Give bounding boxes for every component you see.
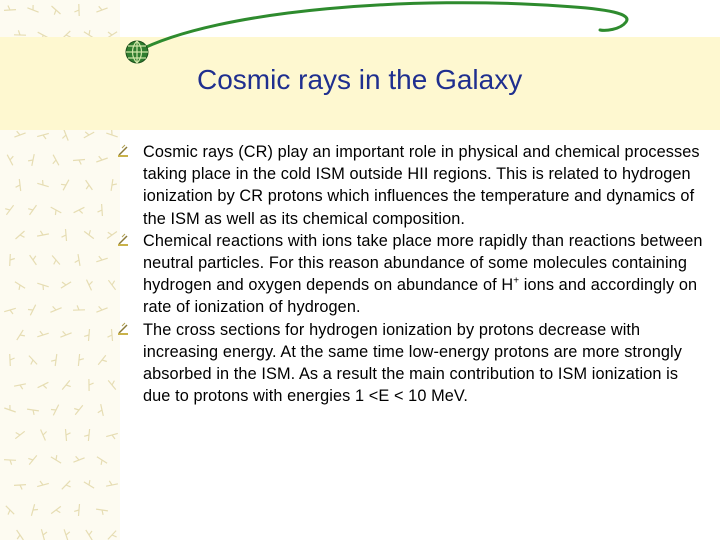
bullet-icon (116, 233, 130, 247)
pattern-mark (7, 155, 13, 166)
pattern-mark (73, 160, 85, 165)
globe-icon (126, 41, 148, 63)
bullet-text: Chemical reactions with ions take place more rapidly than reactions between neutral particles. For this reason abundance of some molecules containing hydrogen and oxygen depends on abundance of H (143, 231, 703, 295)
superscript-plus: + (513, 275, 520, 287)
pattern-mark (10, 254, 15, 266)
pattern-mark (96, 156, 107, 162)
pattern-mark (17, 530, 24, 540)
pattern-mark (60, 331, 71, 337)
pattern-mark (98, 355, 107, 364)
bullet-item (116, 141, 708, 230)
bullet-icon (116, 144, 130, 158)
pattern-mark (14, 131, 25, 137)
pattern-mark (62, 129, 68, 140)
pattern-mark (87, 280, 93, 291)
pattern-mark (51, 455, 61, 463)
pattern-mark (31, 504, 38, 516)
pattern-mark (98, 404, 104, 416)
pattern-mark (84, 230, 94, 238)
pattern-mark (96, 256, 107, 262)
pattern-mark (4, 405, 15, 412)
pattern-mark (10, 354, 15, 366)
pattern-mark (4, 460, 16, 465)
pattern-mark (28, 305, 36, 316)
pattern-mark (74, 405, 83, 414)
pattern-mark (41, 529, 47, 540)
pattern-mark (51, 405, 59, 416)
pattern-mark (15, 282, 25, 290)
pattern-mark (6, 506, 14, 515)
pattern-mark (98, 204, 103, 216)
pattern-mark (51, 354, 57, 366)
pattern-mark (66, 429, 71, 441)
pattern-mark (106, 433, 118, 439)
pattern-mark (74, 504, 79, 516)
pattern-mark (86, 530, 92, 540)
pattern-mark (37, 180, 48, 187)
pattern-mark (29, 356, 37, 365)
bullet-list (116, 141, 708, 407)
pattern-mark (61, 180, 69, 191)
pattern-mark (37, 133, 49, 139)
pattern-mark (14, 384, 26, 389)
pattern-mark (108, 280, 115, 290)
bullet-text: Cosmic rays (CR) play an important role in physical and chemical processes taking place in the cold ISM outside HII regions. This is related to hydrogen ionization by CR protons which influences the temperature and dynamics of the ISM as well as its chemical composition. (143, 143, 700, 228)
pattern-mark (28, 205, 36, 215)
pattern-mark (96, 306, 107, 312)
pattern-mark (14, 485, 26, 490)
pattern-mark (84, 132, 94, 138)
pattern-mark (30, 255, 37, 265)
pattern-mark (5, 205, 13, 215)
bullet-item (116, 230, 708, 319)
pattern-mark (53, 155, 59, 166)
pattern-mark (37, 283, 48, 290)
pattern-mark (106, 481, 118, 486)
pattern-mark (4, 308, 16, 314)
pattern-mark (73, 305, 85, 310)
pattern-mark (108, 329, 113, 341)
slide-title: Cosmic rays in the Galaxy (197, 64, 523, 95)
pattern-mark (75, 254, 80, 266)
pattern-mark (37, 481, 49, 487)
pattern-mark (96, 509, 108, 515)
pattern-mark (52, 256, 60, 265)
pattern-mark (28, 154, 34, 166)
pattern-mark (84, 480, 94, 488)
pattern-mark (50, 306, 61, 312)
pattern-mark (37, 231, 49, 236)
pattern-mark (62, 229, 67, 241)
pattern-mark (41, 430, 47, 441)
pattern-mark (38, 382, 49, 388)
bullet-icon (116, 322, 130, 336)
pattern-mark (78, 354, 83, 366)
pattern-mark (74, 207, 85, 213)
pattern-mark (16, 179, 21, 191)
pattern-mark (97, 457, 107, 465)
pattern-mark (16, 231, 25, 239)
pattern-mark (28, 455, 37, 464)
pattern-mark (84, 329, 89, 341)
pattern-mark (15, 431, 24, 438)
pattern-mark (86, 180, 93, 190)
bullet-text-continued: ions and accordingly on rate of ionization of hydrogen. (143, 276, 698, 317)
pattern-mark (17, 330, 25, 340)
pattern-mark (61, 282, 71, 288)
pattern-mark (108, 531, 117, 540)
bullet-item (116, 319, 708, 408)
pattern-mark (108, 380, 116, 389)
pattern-mark (106, 130, 117, 137)
bullet-text: The cross sections for hydrogen ionization by protons decrease with increasing energy. At the same time low-energy protons are more strongly absorbed in the ISM. As a result the main contribution to ISM ionization is due to protons with energies 1 <E < 10 MeV. (143, 320, 683, 406)
pattern-mark (62, 380, 70, 389)
pattern-mark (51, 506, 61, 513)
pattern-mark (89, 379, 94, 391)
pattern-mark (84, 429, 89, 441)
pattern-mark (51, 207, 62, 215)
pattern-mark (73, 456, 84, 462)
pattern-mark (27, 409, 39, 415)
pattern-mark (62, 481, 71, 490)
pattern-mark (37, 331, 48, 337)
pattern-mark (64, 529, 70, 540)
